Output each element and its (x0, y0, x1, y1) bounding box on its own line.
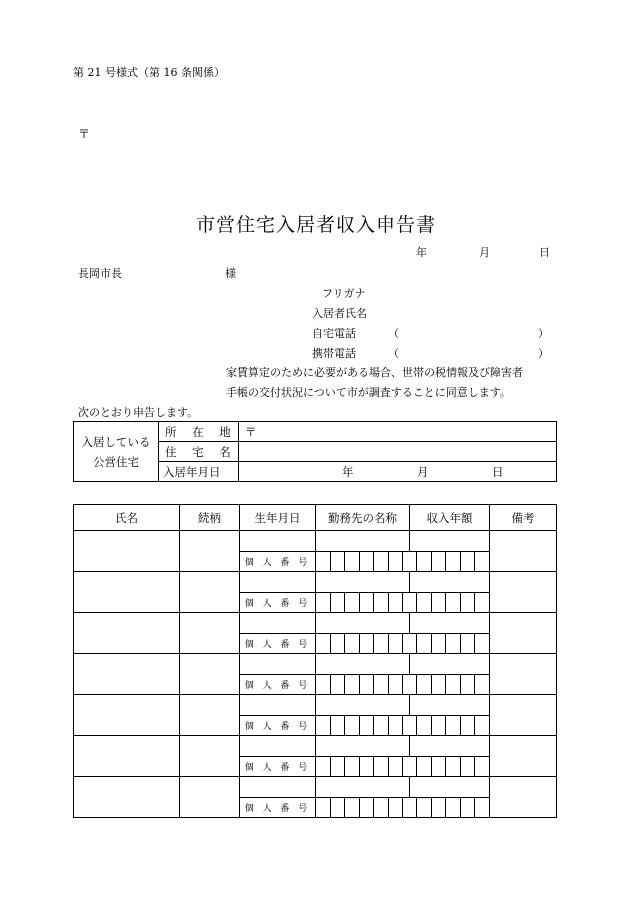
personal-number-digit-box[interactable] (330, 798, 344, 817)
personal-number-digit-box[interactable] (460, 593, 474, 612)
personal-number-digit-box[interactable] (474, 757, 489, 776)
personal-number-label: 個 人 番 号 (240, 552, 316, 572)
personal-number-digit-box[interactable] (374, 675, 388, 694)
personal-number-digit-box[interactable] (431, 675, 445, 694)
member-relationship-cell[interactable] (180, 777, 240, 818)
personal-number-digit-box[interactable] (374, 716, 388, 735)
declare-text: 次のとおり申告します。 (78, 406, 199, 419)
personal-number-digit-box[interactable] (446, 798, 460, 817)
consent-line-1: 家賃算定のために必要がある場合、世帯の税情報及び障害者 (226, 366, 523, 379)
personal-number-digit-box[interactable] (330, 552, 344, 571)
move-in-date-label: 入居年月日 (159, 462, 239, 482)
member-row (74, 695, 557, 716)
personal-number-digit-box[interactable] (474, 552, 489, 571)
personal-number-digit-box[interactable] (431, 798, 445, 817)
personal-number-digit-box[interactable] (446, 757, 460, 776)
personal-number-field (316, 552, 490, 572)
addressee-honorific: 様 (225, 267, 236, 280)
member-employer-cell[interactable] (316, 695, 410, 716)
form-title: 市営住宅入居者収入申告書 (196, 214, 437, 236)
personal-number-digit-box[interactable] (460, 675, 474, 694)
personal-number-digit-box[interactable] (316, 552, 330, 571)
home-phone-paren-open: （ (388, 327, 399, 340)
personal-number-digit-box[interactable] (402, 757, 416, 776)
move-in-year: 年 (342, 465, 354, 479)
personal-number-digit-box[interactable] (359, 634, 373, 653)
personal-number-digit-box[interactable] (359, 593, 373, 612)
personal-number-digit-box[interactable] (345, 798, 359, 817)
personal-number-digit-box[interactable] (388, 716, 402, 735)
personal-number-digit-box[interactable] (446, 593, 460, 612)
housing-name-label: 住 宅 名 (159, 442, 239, 462)
personal-number-digit-box[interactable] (374, 634, 388, 653)
member-remarks-cell[interactable] (490, 736, 557, 777)
personal-number-digit-box[interactable] (431, 716, 445, 735)
location-field[interactable] (239, 422, 557, 442)
location-postal-mark: 〒 (245, 424, 257, 439)
personal-number-digit-box[interactable] (330, 634, 344, 653)
member-employer-cell[interactable] (316, 572, 410, 593)
personal-number-label: 個 人 番 号 (240, 716, 316, 736)
addressee-name: 長岡市長 (78, 267, 122, 280)
member-name-cell[interactable] (74, 695, 180, 736)
personal-number-field (316, 716, 490, 736)
personal-number-digit-box[interactable] (431, 634, 445, 653)
form-number: 第 21 号様式（第 16 条関係） (73, 66, 225, 79)
member-row (74, 572, 557, 593)
personal-number-digit-box[interactable] (402, 675, 416, 694)
member-employer-cell[interactable] (316, 531, 410, 552)
mobile-phone-label: 携帯電話 (312, 347, 356, 360)
member-income-cell[interactable] (410, 654, 490, 675)
personal-number-digit-box[interactable] (345, 552, 359, 571)
personal-number-digit-box[interactable] (316, 634, 330, 653)
member-birthdate-cell[interactable] (240, 654, 316, 675)
member-remarks-cell[interactable] (490, 531, 557, 572)
personal-number-digit-box[interactable] (402, 798, 416, 817)
personal-number-digit-box[interactable] (345, 716, 359, 735)
personal-number-digits (316, 757, 489, 776)
home-phone-paren-close: ） (538, 327, 549, 340)
housing-name-field[interactable] (239, 442, 557, 462)
personal-number-digit-box[interactable] (474, 716, 489, 735)
member-name-cell[interactable] (74, 777, 180, 818)
housing-group-label (74, 422, 159, 482)
member-birthdate-cell[interactable] (240, 695, 316, 716)
personal-number-digit-box[interactable] (417, 716, 431, 735)
personal-number-digit-box[interactable] (474, 675, 489, 694)
member-relationship-cell[interactable] (180, 654, 240, 695)
personal-number-digit-box[interactable] (402, 634, 416, 653)
member-remarks-cell[interactable] (490, 777, 557, 818)
member-income-cell[interactable] (410, 572, 490, 593)
personal-number-digit-box[interactable] (374, 798, 388, 817)
housing-table (73, 421, 557, 482)
personal-number-digit-box[interactable] (460, 757, 474, 776)
personal-number-field (316, 675, 490, 695)
personal-number-digit-box[interactable] (460, 798, 474, 817)
member-birthdate-cell[interactable] (240, 531, 316, 552)
personal-number-digit-box[interactable] (431, 552, 445, 571)
move-in-day: 日 (492, 465, 504, 479)
member-remarks-cell[interactable] (490, 613, 557, 654)
member-relationship-cell[interactable] (180, 695, 240, 736)
personal-number-label: 個 人 番 号 (240, 798, 316, 818)
personal-number-label: 個 人 番 号 (240, 675, 316, 695)
personal-number-digit-box[interactable] (417, 552, 431, 571)
member-name-cell[interactable] (74, 531, 180, 572)
personal-number-digit-box[interactable] (316, 675, 330, 694)
header-relationship: 続柄 (180, 505, 240, 531)
member-income-cell[interactable] (410, 736, 490, 757)
personal-number-digits (316, 552, 489, 571)
member-income-cell[interactable] (410, 613, 490, 634)
personal-number-digit-box[interactable] (417, 593, 431, 612)
personal-number-field (316, 634, 490, 654)
personal-number-digit-box[interactable] (330, 716, 344, 735)
personal-number-digit-box[interactable] (388, 593, 402, 612)
personal-number-digit-box[interactable] (359, 716, 373, 735)
personal-number-digit-box[interactable] (374, 552, 388, 571)
mobile-phone-paren-open: （ (388, 347, 399, 360)
personal-number-digit-box[interactable] (316, 757, 330, 776)
personal-number-digit-box[interactable] (388, 675, 402, 694)
personal-number-digit-box[interactable] (417, 634, 431, 653)
personal-number-field (316, 593, 490, 613)
personal-number-digit-box[interactable] (345, 634, 359, 653)
header-employer: 勤務先の名称 (316, 505, 410, 531)
personal-number-label: 個 人 番 号 (240, 757, 316, 777)
personal-number-digits (316, 798, 489, 817)
member-remarks-cell[interactable] (490, 654, 557, 695)
member-income-cell[interactable] (410, 695, 490, 716)
applicant-name-label: 入居者氏名 (312, 307, 367, 320)
personal-number-digits (316, 634, 489, 653)
member-row (74, 777, 557, 798)
home-phone-label: 自宅電話 (312, 327, 356, 340)
personal-number-digit-box[interactable] (460, 716, 474, 735)
personal-number-digit-box[interactable] (330, 757, 344, 776)
personal-number-digit-box[interactable] (330, 675, 344, 694)
member-name-cell[interactable] (74, 654, 180, 695)
personal-number-digit-box[interactable] (417, 675, 431, 694)
personal-number-digit-box[interactable] (388, 634, 402, 653)
personal-number-digit-box[interactable] (431, 757, 445, 776)
personal-number-digit-box[interactable] (446, 675, 460, 694)
date-month-label: 月 (479, 246, 490, 259)
personal-number-digit-box[interactable] (345, 757, 359, 776)
personal-number-digit-box[interactable] (359, 757, 373, 776)
consent-line-2: 手帳の交付状況について市が調査することに同意します。 (226, 386, 511, 399)
personal-number-digit-box[interactable] (474, 593, 489, 612)
personal-number-digit-box[interactable] (446, 552, 460, 571)
header-birthdate: 生年月日 (240, 505, 316, 531)
personal-number-digit-box[interactable] (446, 634, 460, 653)
member-employer-cell[interactable] (316, 654, 410, 675)
member-row (74, 613, 557, 634)
member-relationship-cell[interactable] (180, 736, 240, 777)
postal-mark: 〒 (78, 127, 91, 141)
member-relationship-cell[interactable] (180, 531, 240, 572)
personal-number-digit-box[interactable] (345, 593, 359, 612)
member-employer-cell[interactable] (316, 736, 410, 757)
header-annual-income: 収入年額 (410, 505, 490, 531)
housing-group-label-line1: 入居している (81, 434, 151, 449)
personal-number-digit-box[interactable] (388, 798, 402, 817)
personal-number-digit-box[interactable] (316, 798, 330, 817)
personal-number-digit-box[interactable] (460, 634, 474, 653)
personal-number-digit-box[interactable] (388, 757, 402, 776)
move-in-date-field[interactable] (239, 462, 557, 482)
member-name-cell[interactable] (74, 572, 180, 613)
member-remarks-cell[interactable] (490, 572, 557, 613)
member-row (74, 654, 557, 675)
personal-number-digit-box[interactable] (402, 593, 416, 612)
member-relationship-cell[interactable] (180, 572, 240, 613)
personal-number-digit-box[interactable] (402, 716, 416, 735)
personal-number-digits (316, 675, 489, 694)
personal-number-digit-box[interactable] (417, 757, 431, 776)
personal-number-digit-box[interactable] (388, 552, 402, 571)
personal-number-digit-box[interactable] (345, 675, 359, 694)
furigana-label: フリガナ (322, 287, 366, 300)
member-remarks-cell[interactable] (490, 695, 557, 736)
personal-number-digit-box[interactable] (446, 716, 460, 735)
member-birthdate-cell[interactable] (240, 613, 316, 634)
member-relationship-cell[interactable] (180, 613, 240, 654)
personal-number-digit-box[interactable] (431, 593, 445, 612)
mobile-phone-paren-close: ） (538, 347, 549, 360)
personal-number-digits (316, 593, 489, 612)
personal-number-digit-box[interactable] (374, 757, 388, 776)
member-birthdate-cell[interactable] (240, 736, 316, 757)
personal-number-digit-box[interactable] (474, 634, 489, 653)
personal-number-field (316, 757, 490, 777)
personal-number-digit-box[interactable] (474, 798, 489, 817)
personal-number-digit-box[interactable] (417, 798, 431, 817)
housing-group-label-line2: 公営住宅 (93, 454, 139, 469)
members-table (73, 504, 557, 818)
move-in-month: 月 (417, 465, 429, 479)
member-birthdate-cell[interactable] (240, 572, 316, 593)
member-name-cell[interactable] (74, 613, 180, 654)
personal-number-digit-box[interactable] (460, 552, 474, 571)
member-row (74, 736, 557, 757)
member-income-cell[interactable] (410, 531, 490, 552)
member-row (74, 531, 557, 552)
header-remarks: 備考 (490, 505, 557, 531)
location-label: 所 在 地 (159, 422, 239, 442)
personal-number-digit-box[interactable] (316, 716, 330, 735)
personal-number-digit-box[interactable] (359, 552, 373, 571)
date-year-label: 年 (416, 246, 427, 259)
member-employer-cell[interactable] (316, 777, 410, 798)
header-name: 氏名 (74, 505, 180, 531)
personal-number-digit-box[interactable] (359, 798, 373, 817)
member-birthdate-cell[interactable] (240, 777, 316, 798)
date-day-label: 日 (539, 246, 550, 259)
personal-number-label: 個 人 番 号 (240, 634, 316, 654)
personal-number-digit-box[interactable] (330, 593, 344, 612)
personal-number-digit-box[interactable] (374, 593, 388, 612)
personal-number-label: 個 人 番 号 (240, 593, 316, 613)
personal-number-digits (316, 716, 489, 735)
member-name-cell[interactable] (74, 736, 180, 777)
member-employer-cell[interactable] (316, 613, 410, 634)
personal-number-digit-box[interactable] (316, 593, 330, 612)
personal-number-digit-box[interactable] (359, 675, 373, 694)
personal-number-digit-box[interactable] (402, 552, 416, 571)
personal-number-field (316, 798, 490, 818)
member-income-cell[interactable] (410, 777, 490, 798)
